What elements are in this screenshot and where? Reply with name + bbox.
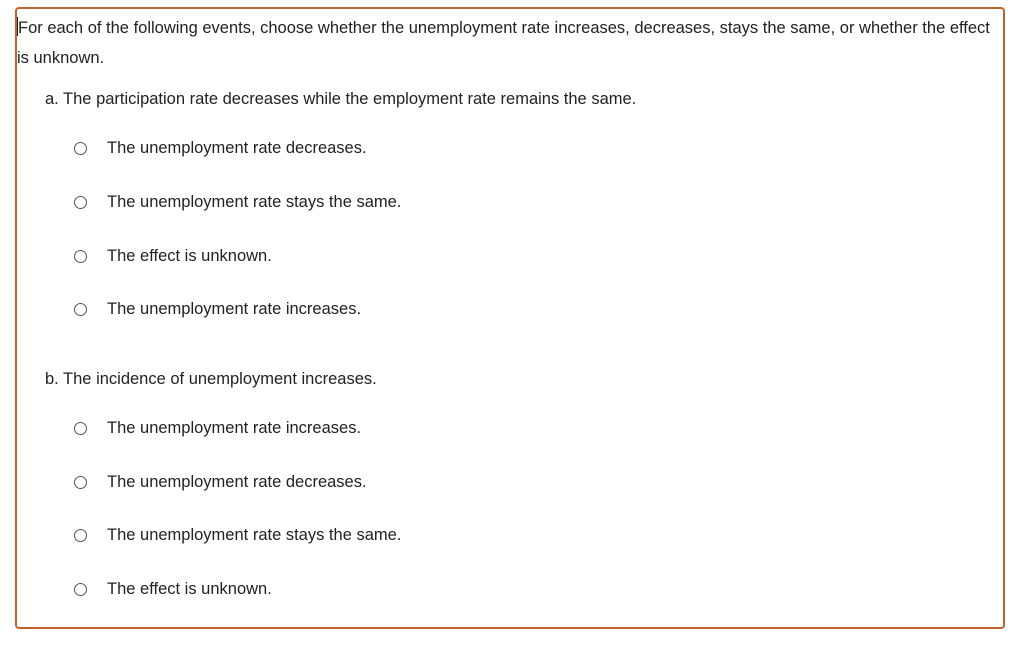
question-b-option-1[interactable]: [74, 416, 361, 440]
question-a-option-1[interactable]: [74, 136, 367, 160]
radio-button[interactable]: [74, 196, 87, 209]
radio-button[interactable]: [74, 529, 87, 542]
radio-button[interactable]: [74, 303, 87, 316]
instructions-label: For each of the following events, choose whether the unemployment rate increases, decreases, stays the same, or whether the effect is unknown.: [17, 19, 990, 67]
radio-button[interactable]: [74, 142, 87, 155]
question-a-option-2[interactable]: [74, 190, 401, 214]
option-label: The unemployment rate decreases.: [107, 138, 367, 157]
radio-button[interactable]: [74, 250, 87, 263]
option-label: The effect is unknown.: [107, 246, 272, 265]
radio-button[interactable]: [74, 422, 87, 435]
radio-button[interactable]: [74, 583, 87, 596]
option-label: The unemployment rate increases.: [107, 299, 362, 318]
question-b-option-3[interactable]: [74, 523, 401, 547]
question-b-label: b. The incidence of unemployment increases.: [45, 370, 377, 388]
question-panel: [15, 7, 1005, 629]
question-a-label: a. The participation rate decreases while the employment rate remains the same.: [45, 90, 637, 108]
option-label: The unemployment rate stays the same.: [107, 525, 402, 544]
option-label: The unemployment rate stays the same.: [107, 192, 402, 211]
question-a-option-4[interactable]: [74, 297, 361, 321]
radio-button[interactable]: [74, 476, 87, 489]
question-b-option-4[interactable]: [74, 577, 272, 601]
question-b-option-2[interactable]: [74, 470, 367, 494]
option-label: The unemployment rate decreases.: [107, 472, 367, 491]
instructions-text: [17, 13, 1002, 73]
option-label: The effect is unknown.: [107, 579, 272, 598]
question-a-option-3[interactable]: [74, 244, 272, 268]
option-label: The unemployment rate increases.: [107, 418, 362, 437]
